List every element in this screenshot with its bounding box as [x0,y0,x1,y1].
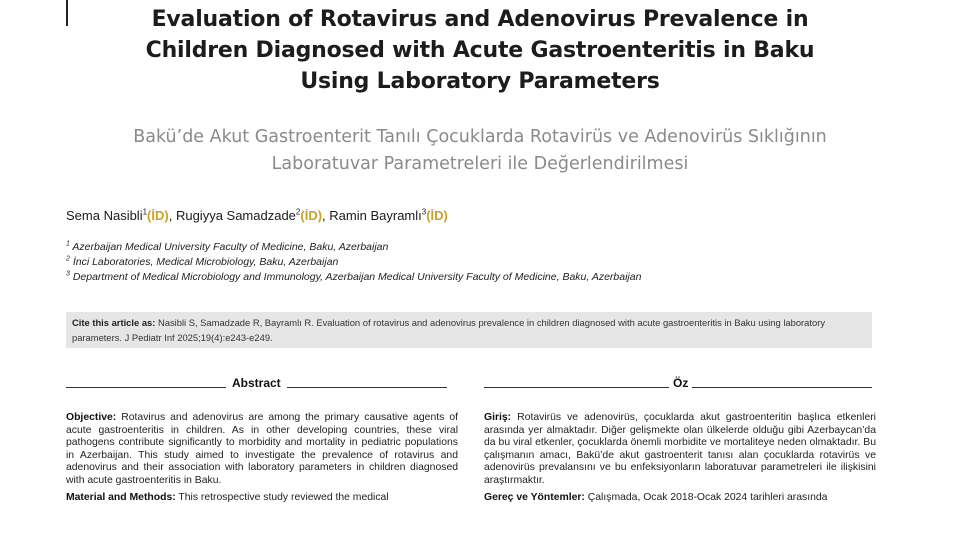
author-name: Sema Nasibli [66,208,143,223]
title-line: Evaluation of Rotavirus and Adenovirus Prevalence in [151,7,809,32]
orcid-icon[interactable]: (İD) [147,208,169,223]
citation-label: Cite this article as: [72,317,156,328]
orcid-icon[interactable]: (İD) [426,208,448,223]
author-affil-sup: 3 [421,207,427,217]
article-title-full [0,0,1,1]
abstract-paragraph: Material and Methods: This retrospective study reviewed the medical [66,491,389,503]
affiliation: $^3$ Department of Medical Microbiology and Immunology, Azerbaijan Medical University Faculty of Medicine, Baku, Azerbaijan [66,270,642,283]
citation-box [66,312,872,348]
orcid-icon[interactable]: (İD) [300,208,323,223]
oz-paragraph: Giriş: Rotavirüs ve adenovirüs, çocuklarda akut gastroenteritin başlıca etkenleri arasında yer almaktadır. Diğer gelişmekte olan ülkelerde olduğu gibi Azerbaycan’da da bu viral etkenler, çocuklarda önemli morbidite ve mortaliteye neden olmaktadır. Bu çalışmanın amacı, Bakü’de akut gastroenterit tanısı alan çocuklarda rotavirüs ve adenovirüs prevalansını ve bu enfeksiyonların laboratuvar parametreleri ile ilişkisini araştırmaktır. [484,412,876,486]
oz-heading: Öz [484,376,872,390]
article-title [60,4,900,97]
author-list: Sema Nasibli$^1$(İD), Rugiyya Samadzade$^2$(İD), Ramin Bayramlı$^3$(İD) [66,207,448,223]
abstract-heading: Abstract [66,376,447,390]
author-name: Ramin Bayramlı [329,208,422,223]
affiliation: $^2$ İnci Laboratories, Medical Microbiology, Baku, Azerbaijan [66,255,339,268]
citation-text: Nasibli S, Samadzade R, Bayramlı R. Evaluation of rotavirus and adenovirus prevalence in children diagnosed with acute gastroenteritis in Baku using laboratory parameters. J Pediatr Inf 2025;19(4):e243-e249. [72,317,826,343]
oz-paragraph: Gereç ve Yöntemler: Çalışmada, Ocak 2018-Ocak 2024 tarihleri arasında [484,491,828,503]
affiliation-list [66,240,641,285]
abstract-paragraph: Objective: Rotavirus and adenovirus are among the primary causative agents of acute gastroenteritis in children. As in other developing countries, these viral pathogens contribute significantly to morbidity and mortality in pediatric populations in Azerbaijan. This study aimed to investigate the prevalence of rotavirus and adenovirus and their association with laboratory parameters in children diagnosed with acute gastroenteritis in Baku. [66,412,458,486]
author-affil-sup: 2 [295,207,301,217]
author-name: Rugiyya Samadzade [175,208,296,223]
affiliation: $^1$ Azerbaijan Medical University Faculty of Medicine, Baku, Azerbaijan [66,240,389,253]
subtitle-line: Bakü’de Akut Gastroenterit Tanılı Çocuklarda Rotavirüs ve Adenovirüs Sıklığının [133,127,827,147]
title-line: Children Diagnosed with Acute Gastroenteritis in Baku [145,38,815,63]
author-affil-sup: 1 [142,207,148,217]
subtitle-line: Laboratuvar Parametreleri ile Değerlendirilmesi [271,154,689,174]
turkish-title [60,124,900,178]
abstract-body [66,412,458,508]
oz-body [484,412,876,508]
title-line: Using Laboratory Parameters [300,69,660,94]
